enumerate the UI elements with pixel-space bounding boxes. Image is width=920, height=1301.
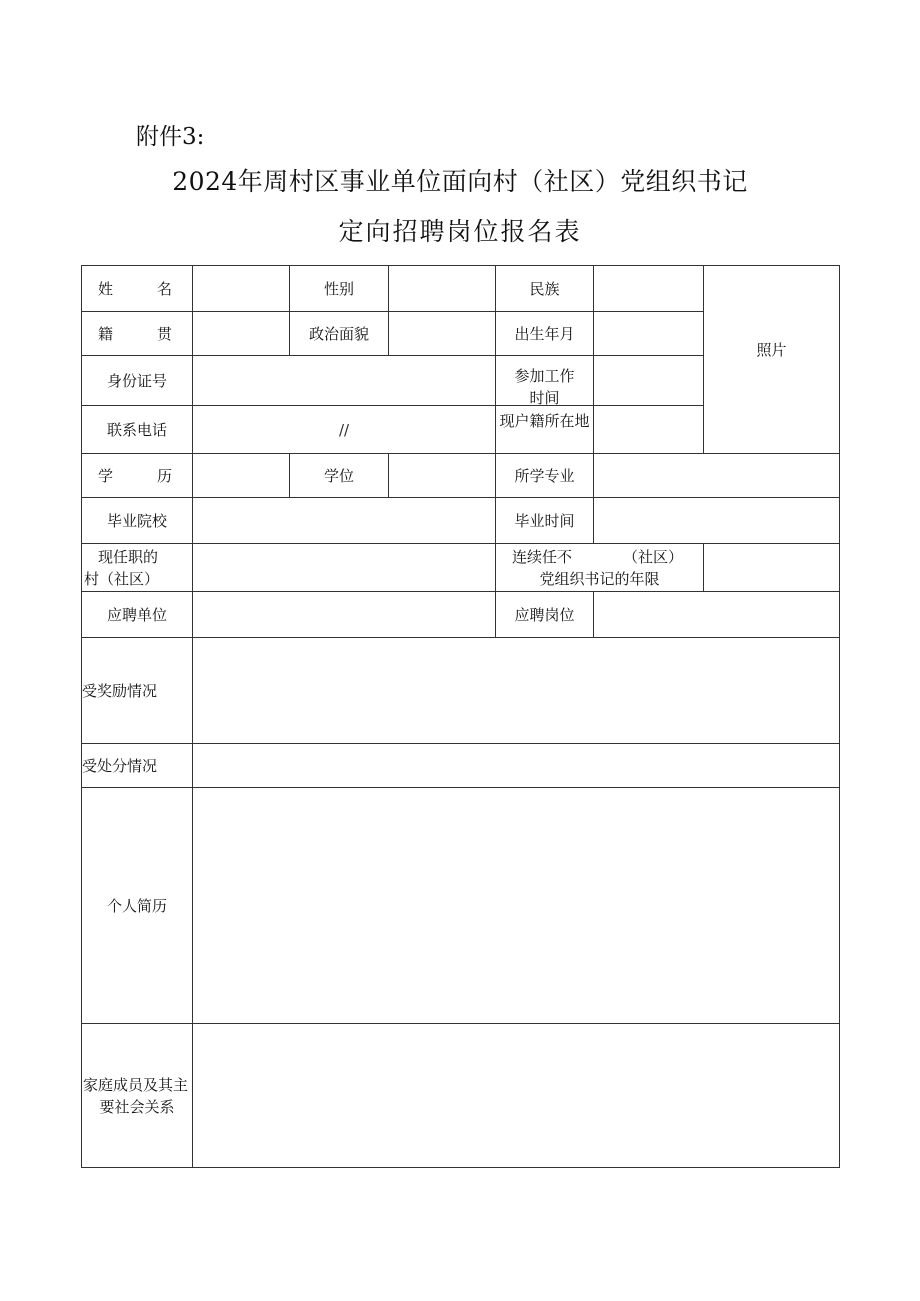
id-number-label: 身份证号 bbox=[82, 356, 193, 406]
photo-box[interactable] bbox=[704, 266, 840, 454]
native-place-label: 籍 贯 bbox=[82, 312, 193, 356]
ethnicity-label: 民族 bbox=[496, 266, 594, 312]
phone-mark: // bbox=[338, 420, 350, 439]
apply-post-label: 应聘岗位 bbox=[496, 592, 594, 638]
form-title-line-2: 定向招聘岗位报名表 bbox=[338, 217, 582, 246]
punishment-label: 受处分情况 bbox=[82, 744, 193, 788]
current-village-label: 现任职的 村（社区） bbox=[82, 544, 193, 592]
id-number-field[interactable] bbox=[193, 356, 496, 406]
registration-form-table bbox=[81, 265, 840, 1168]
attachment-label: 附件3: bbox=[136, 124, 205, 150]
household-label: 现户籍所在地 bbox=[496, 406, 594, 454]
native-place-field[interactable] bbox=[193, 312, 290, 356]
education-label: 学 历 bbox=[82, 454, 193, 498]
political-status-field[interactable] bbox=[389, 312, 496, 356]
family-label: 家庭成员及其主 要社会关系 bbox=[82, 1024, 193, 1168]
school-label: 毕业院校 bbox=[82, 498, 193, 544]
work-start-field[interactable] bbox=[594, 356, 704, 406]
name-field[interactable] bbox=[193, 266, 290, 312]
current-village-field[interactable] bbox=[193, 544, 496, 592]
gender-field[interactable] bbox=[389, 266, 496, 312]
birth-date-field[interactable] bbox=[594, 312, 704, 356]
resume-field[interactable] bbox=[193, 788, 840, 1024]
tenure-field[interactable] bbox=[704, 544, 840, 592]
grad-time-field[interactable] bbox=[594, 498, 840, 544]
ethnicity-field[interactable] bbox=[594, 266, 704, 312]
work-start-label: 参加工作 时间 bbox=[496, 356, 594, 406]
apply-unit-field[interactable] bbox=[193, 592, 496, 638]
household-field[interactable] bbox=[594, 406, 704, 454]
apply-post-field[interactable] bbox=[594, 592, 840, 638]
phone-field[interactable] bbox=[193, 406, 496, 454]
school-field[interactable] bbox=[193, 498, 496, 544]
tenure-label: 连续任不 （社区） 党组织书记的年限 bbox=[496, 544, 704, 592]
apply-unit-label: 应聘单位 bbox=[82, 592, 193, 638]
photo-label: 照片 bbox=[756, 341, 787, 359]
birth-date-label: 出生年月 bbox=[496, 312, 594, 356]
punishment-field[interactable] bbox=[193, 744, 840, 788]
name-label: 姓 名 bbox=[82, 266, 193, 312]
major-field[interactable] bbox=[594, 454, 840, 498]
political-status-label: 政治面貌 bbox=[290, 312, 389, 356]
gender-label: 性别 bbox=[290, 266, 389, 312]
phone-label: 联系电话 bbox=[82, 406, 193, 454]
degree-field[interactable] bbox=[389, 454, 496, 498]
major-label: 所学专业 bbox=[496, 454, 594, 498]
awards-label: 受奖励情况 bbox=[82, 638, 193, 744]
family-field[interactable] bbox=[193, 1024, 840, 1168]
education-field[interactable] bbox=[193, 454, 290, 498]
grad-time-label: 毕业时间 bbox=[496, 498, 594, 544]
form-title-line-1: 2024年周村区事业单位面向村（社区）党组织书记 bbox=[172, 167, 748, 196]
resume-label: 个人简历 bbox=[82, 788, 193, 1024]
degree-label: 学位 bbox=[290, 454, 389, 498]
awards-field[interactable] bbox=[193, 638, 840, 744]
